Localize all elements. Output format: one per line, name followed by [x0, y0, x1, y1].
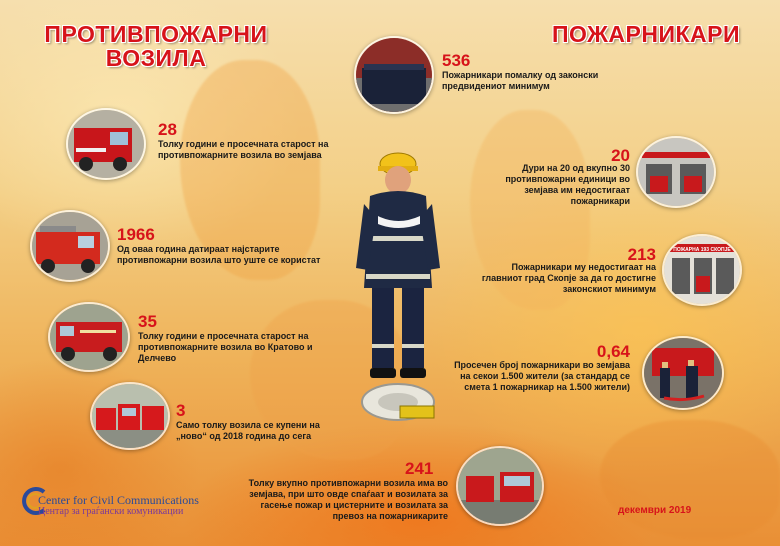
firefighters-headline: ПОЖАРНИКАРИ — [551, 21, 741, 47]
stat-number: 0,64 — [596, 342, 630, 361]
stat-description: Просечен број пожарникари во земјава на секои 1.500 жители (за стандард се смета 1 пожарникар на 1.500 жители) — [454, 360, 630, 392]
stat-description: Дури на 20 од вкупно 30 противпожарни единици во земјава им недостигаат пожарникари — [505, 163, 630, 206]
logo-english: Center for Civil Communications — [38, 493, 199, 507]
vehicles-headline — [22, 22, 290, 70]
stat-number: 1966 — [117, 225, 155, 244]
stat-description: Пожарникари помалку од законски предвидениот минимум — [442, 70, 599, 91]
vehicles-headline-line1: ПРОТИВПОЖАРНИ — [44, 21, 268, 47]
fire-trucks-depot-photo — [456, 446, 544, 526]
stat-number: 241 — [405, 459, 434, 478]
fire-truck-photo — [48, 302, 130, 372]
firefighters-group-photo — [354, 36, 434, 114]
old-fire-truck-photo — [30, 210, 110, 282]
stat-number: 35 — [138, 312, 157, 331]
fire-truck-photo — [66, 108, 146, 180]
stat-number: 213 — [627, 245, 656, 264]
skopje-fire-station-photo — [662, 234, 742, 306]
organization-logo — [38, 494, 199, 518]
stat-description: Толку години е просечната старост на противпожарните возила во земјава — [158, 139, 329, 160]
logo-macedonian: Центар за граѓански комуникации — [38, 506, 184, 517]
photo-sign-text: ПОЖАРНА 193 СКОПЈЕ — [673, 247, 731, 253]
fire-station-photo — [636, 136, 716, 208]
stat-number: 536 — [442, 51, 471, 70]
stat-description: Толку години е просечната старост на противпожарните возила во Кратово и Делчево — [138, 331, 313, 363]
vehicles-headline-line2: ВОЗИЛА — [105, 45, 207, 71]
new-fire-trucks-photo — [90, 382, 170, 450]
flame-decoration — [600, 420, 780, 540]
stat-number: 20 — [611, 146, 630, 165]
firefighters-training-photo — [642, 336, 724, 410]
firefighter-figure — [348, 148, 448, 428]
stat-description: Од оваа година датираат најстарите противпожарни возила што уште се користат — [117, 244, 321, 265]
stat-description: Толку вкупно противпожарни возила има во земјава, при што овде спаѓаат и возилата за гасење пожар и цистерните и возилата за превоз на пожарникарите — [248, 478, 448, 521]
stat-number: 28 — [158, 120, 177, 139]
stat-description: Само толку возила се купени на „ново“ од 2018 година до сега — [176, 420, 320, 441]
stat-description: Пожарникари му недостигаат на главниот град Скопје за да го достигне законскиот минимум — [481, 262, 656, 294]
publication-date: декември 2019 — [618, 505, 692, 516]
stat-number: 3 — [176, 401, 186, 420]
